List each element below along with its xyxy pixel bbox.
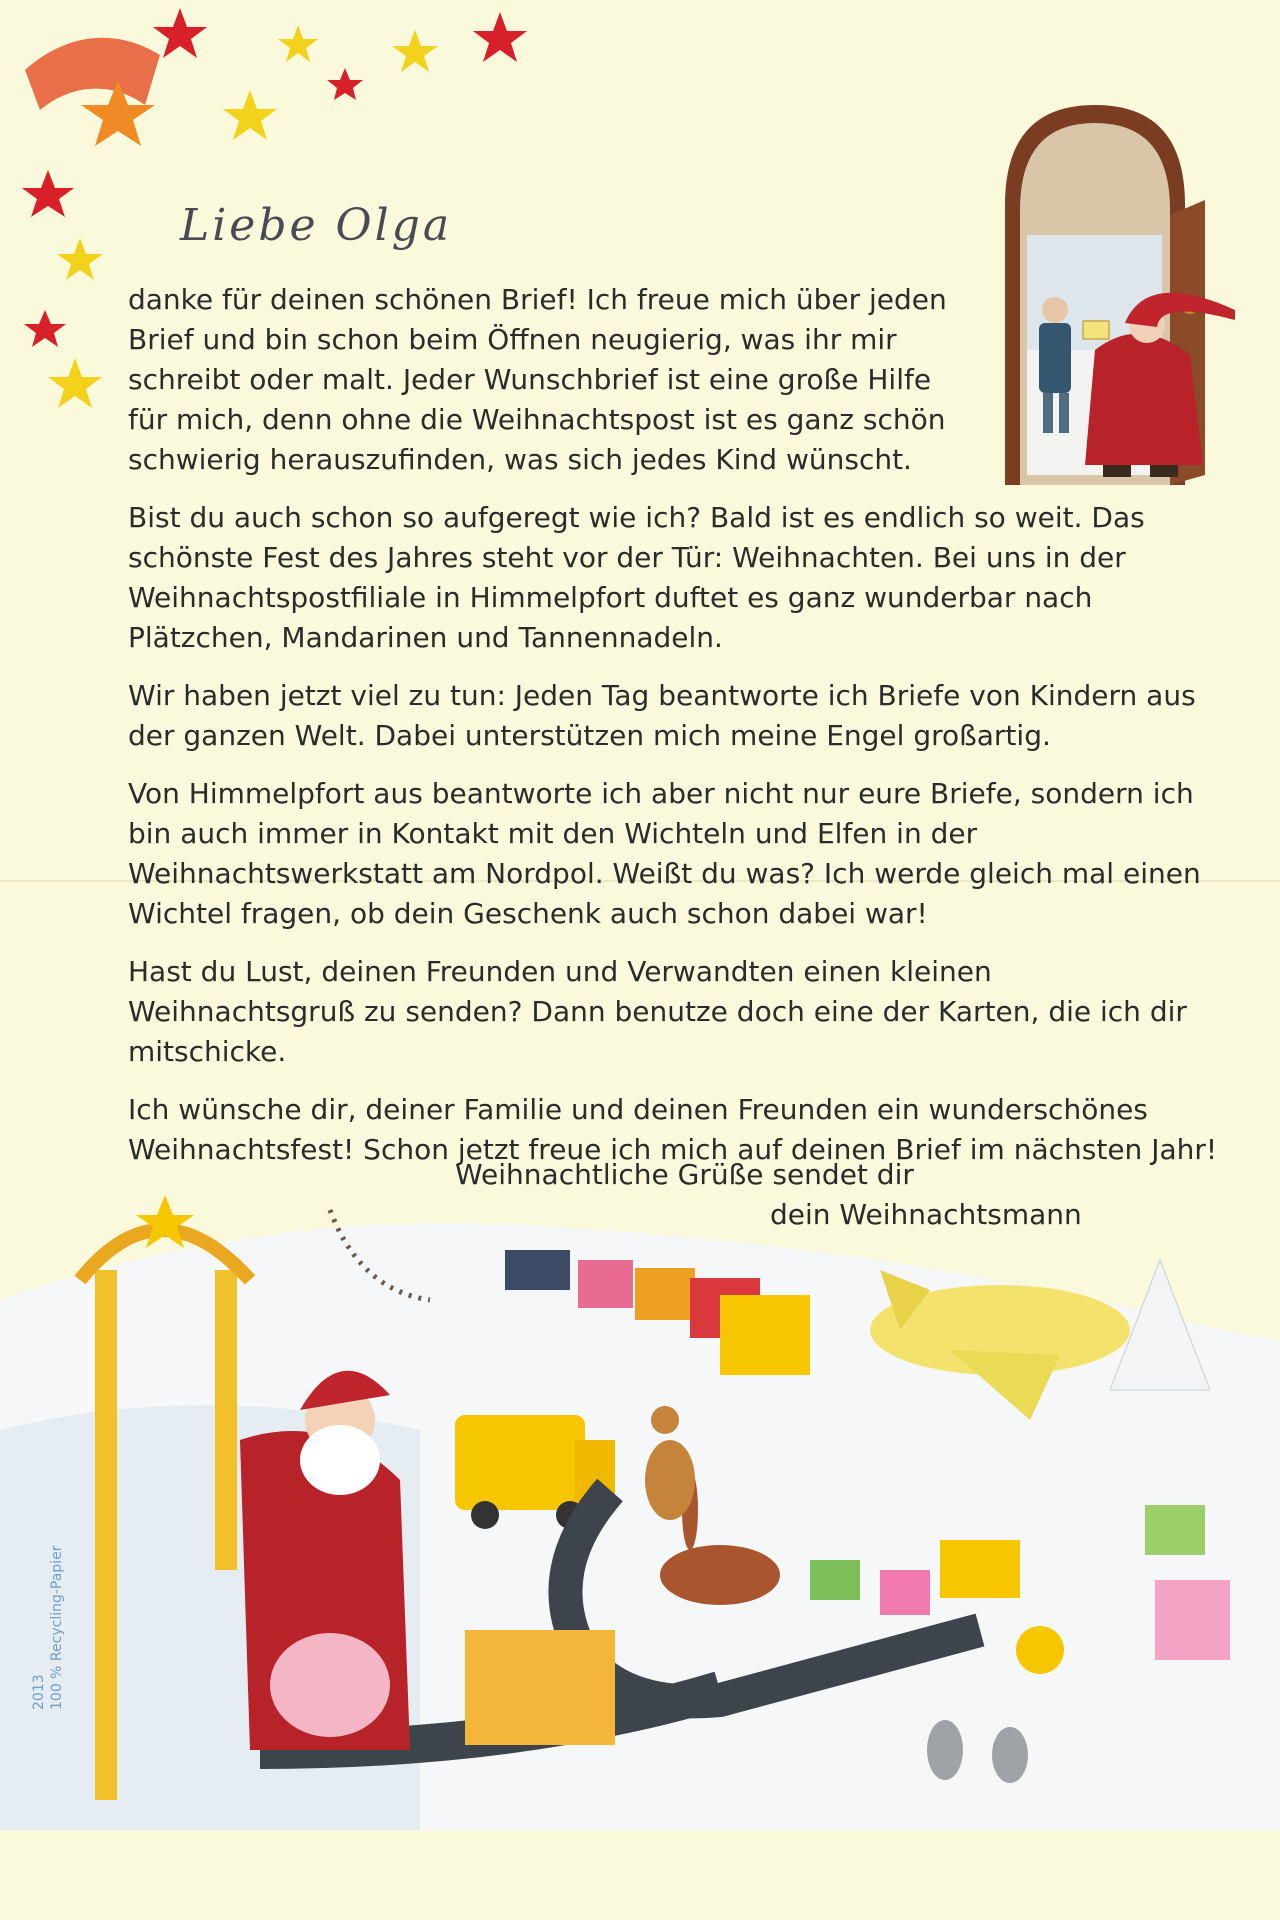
star-icon [153, 8, 207, 58]
star-icon [24, 310, 66, 347]
post-balloon-icon [1016, 1626, 1064, 1674]
gift-sack [270, 1633, 390, 1737]
paragraph: Wir haben jetzt viel zu tun: Jeden Tag beantworte ich Briefe von Kindern aus der ganzen Welt. Dabei unterstützen mich meine Engel großartig. [128, 679, 1196, 752]
paragraph: Hast du Lust, deinen Freunden und Verwandten einen kleinen Weihnachtsgruß zu senden? Dann benutze doch eine der Karten, die ich dir mitschicke. [128, 955, 1187, 1068]
star-icon [223, 90, 277, 140]
star-icon [392, 30, 438, 72]
salutation: Liebe Olga [180, 200, 453, 251]
gift-box [810, 1560, 860, 1600]
gift-box [880, 1570, 930, 1615]
gift-box [1155, 1580, 1230, 1660]
star-icon [278, 25, 318, 62]
signature: dein Weihnachtsmann [770, 1198, 1082, 1231]
paper-note [30, 1546, 66, 1710]
star-icon [22, 170, 74, 217]
paragraph: danke für deinen schönen Brief! Ich freue mich über jeden Brief und bin schon beim Öffnen neugierig, was ihr mir schreibt oder malt. Jeder Wunschbrief ist eine große Hilfe für mich, denn ohne die Weihnachtspost ist es ganz schön schwierig herauszufinden, was sich jedes Kind wünscht. [128, 283, 947, 476]
star-icon [327, 68, 363, 100]
paragraph: Ich wünsche dir, deiner Familie und deinen Freunden ein wunderschönes Weihnachtsfest! Schon jetzt freue ich mich auf deinen Brief im nächsten Jahr! [128, 1093, 1218, 1166]
letter-body [128, 280, 1218, 1188]
star-icon [473, 12, 527, 62]
workshop-illustration [0, 1190, 1280, 1830]
paragraph: Bist du auch schon so aufgeregt wie ich? Bald ist es endlich so weit. Das schönste Fest des Jahres steht vor der Tür: Weihnachten. Bei uns in der Weihnachtspostfiliale in Himmelpfort duftet es ganz wunderbar nach Plätzchen, Mandarinen und Tannennadeln. [128, 501, 1145, 654]
gift-box [1145, 1505, 1205, 1555]
star-icon [48, 358, 102, 408]
print-year: 2013 [31, 1674, 47, 1710]
star-icon [57, 238, 103, 280]
paragraph: Von Himmelpfort aus beantworte ich aber nicht nur eure Briefe, sondern ich bin auch immer in Kontakt mit den Wichteln und Elfen in der Weihnachtswerkstatt am Nordpol. Weißt du was? Ich werde gleich mal einen Wichtel fragen, ob dein Geschenk auch schon dabei war! [128, 777, 1201, 930]
closing-line: Weihnachtliche Grüße sendet dir [455, 1158, 914, 1191]
shooting-star-icon [25, 38, 160, 110]
gift-box [940, 1540, 1020, 1598]
recycling-note: 100 % Recycling-Papier [49, 1545, 65, 1710]
parcel [465, 1630, 615, 1745]
